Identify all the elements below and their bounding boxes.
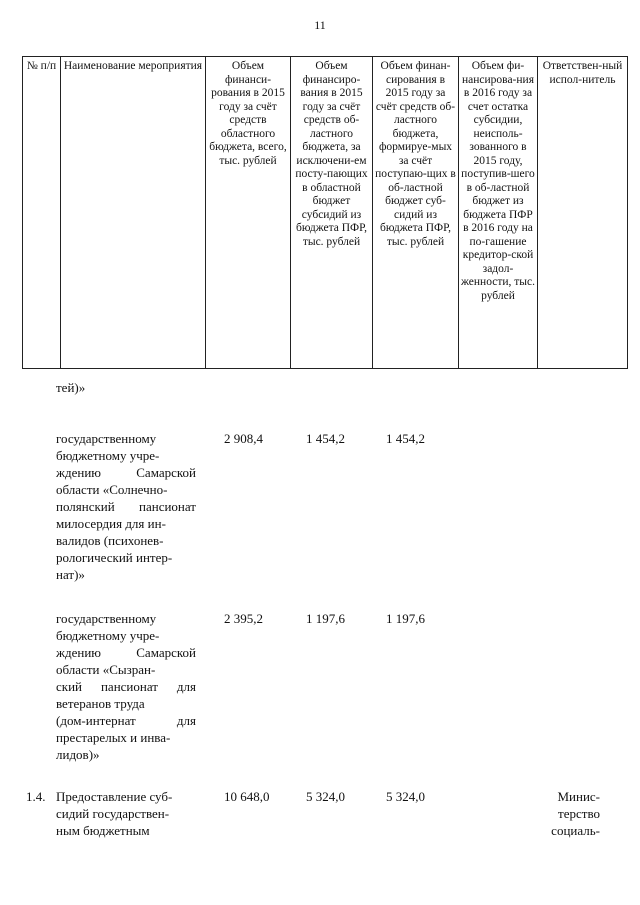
page-number: 11 <box>314 18 326 32</box>
header-col-funding-pfr-2015: Объем финан-сирования в 2015 году за счёт средств об-ластного бюджета, формируе-мых за счёт поступаю-щих в об-ластной бюджет суб-сидий из бюджета ПФР, тыс. рублей <box>373 57 459 369</box>
row-name: Предоставление суб- сидий государствен- ным бюджетным <box>56 789 173 838</box>
table-header-row <box>23 57 628 369</box>
row-responsible: Минис- терство социаль- <box>551 789 600 838</box>
row-value-excl-pfr: 1 197,6 <box>306 611 345 626</box>
row-value-total: 10 648,0 <box>224 789 270 804</box>
row-value-pfr: 1 197,6 <box>386 611 425 626</box>
header-col-name: Наименование мероприятия <box>61 57 206 369</box>
header-col-funding-excl-pfr-2015: Объем финансиро-вания в 2015 году за счёт средств об-ластного бюджета, за исключени-ем посту-пающих в областной бюджет субсидий из бюджета ПФР, тыс. рублей <box>291 57 373 369</box>
row-name: государственному бюджетному учре- ждению Самарской области «Сызран- ский пансионат для ветеранов труда (дом-интернат для престарелых и инва- лидов)» <box>56 611 196 762</box>
header-col-funding-2016: Объем фи-нансирова-ния в 2016 году за счет остатка субсидии, неисполь-зованного в 2015 году, поступив-шего в об-ластной бюджет из бюджета ПФР в 2016 году на по-гашение кредитор-ской задол-женности, тыс. рублей <box>459 57 538 369</box>
continuation-text: тей)» <box>56 380 86 395</box>
row-value-total: 2 395,2 <box>224 611 263 626</box>
table-header <box>22 56 628 369</box>
row-value-pfr: 5 324,0 <box>386 789 425 804</box>
row-value-pfr: 1 454,2 <box>386 431 425 446</box>
row-value-total: 2 908,4 <box>224 431 263 446</box>
header-col-number: № п/п <box>23 57 61 369</box>
row-value-excl-pfr: 1 454,2 <box>306 431 345 446</box>
row-name: государственному бюджетному учре- ждению Самарской области «Солнечно- полянский пансионат милосердия для ин- валидов (психонев- рологический интер- нат)» <box>56 431 196 582</box>
header-col-funding-total-2015: Объем финанси-рования в 2015 году за счёт средств областного бюджета, всего, тыс. рублей <box>206 57 291 369</box>
row-value-excl-pfr: 5 324,0 <box>306 789 345 804</box>
row-number: 1.4. <box>26 789 46 804</box>
header-col-responsible: Ответствен-ный испол-нитель <box>538 57 628 369</box>
